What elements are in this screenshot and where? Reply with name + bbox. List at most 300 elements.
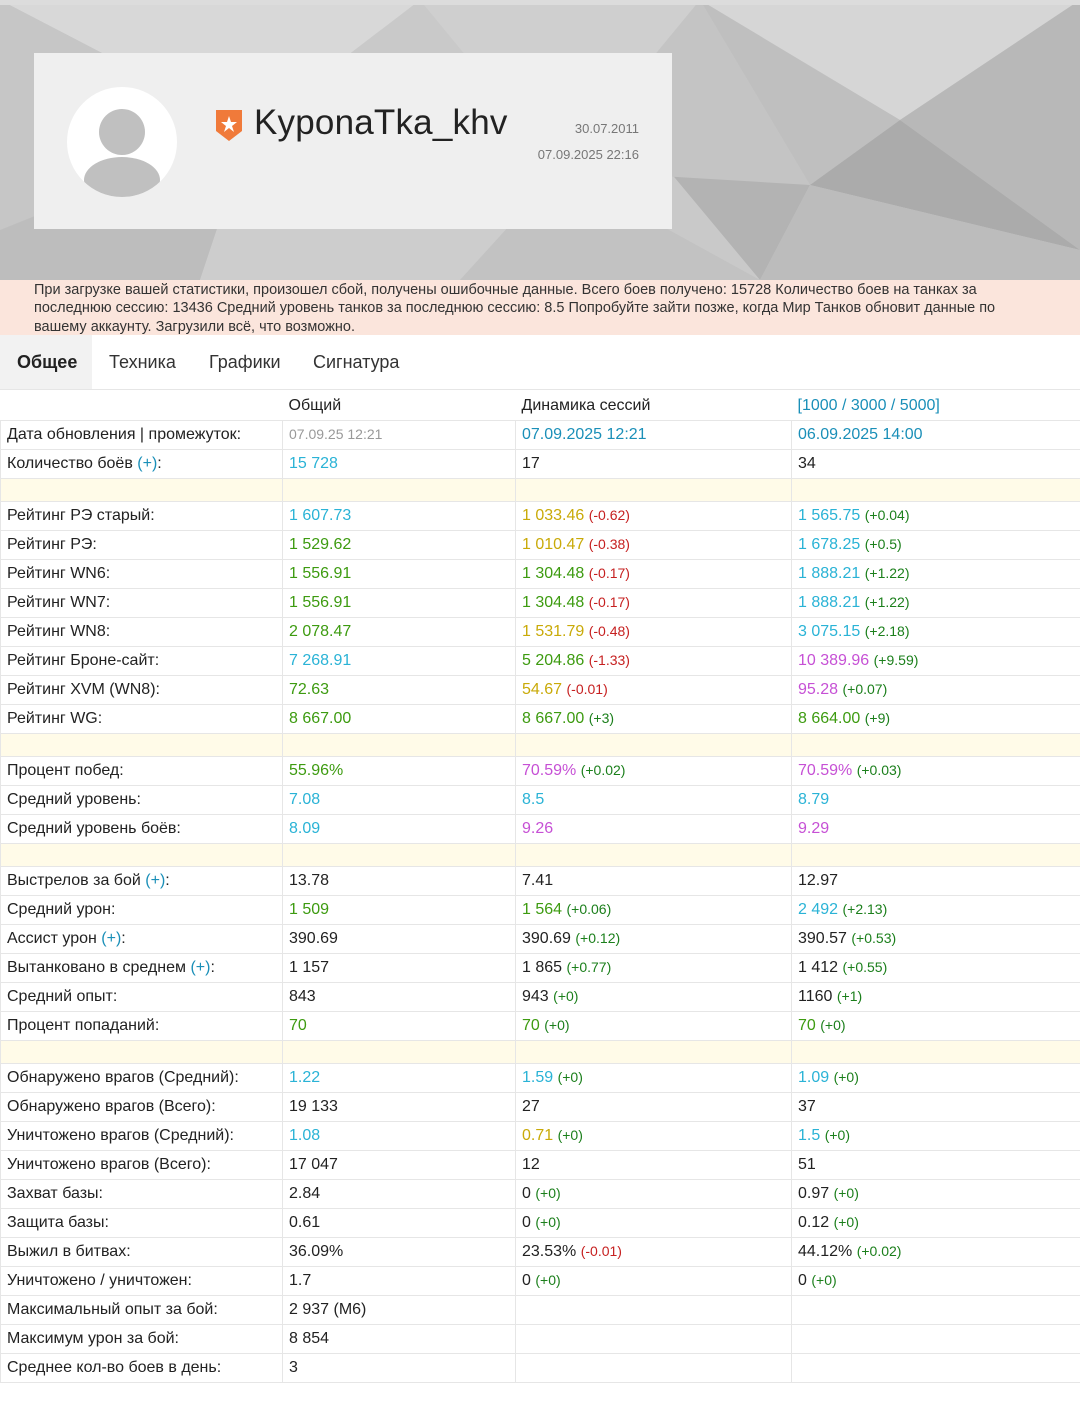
row-label-text: Вытанковано в среднем xyxy=(7,958,186,976)
details-link[interactable]: (+) xyxy=(145,871,166,889)
details-link[interactable]: (+) xyxy=(190,958,211,976)
last-battle-date: 07.09.2025 22:16 xyxy=(537,147,639,162)
row-label-text: Рейтинг РЭ: xyxy=(7,535,97,553)
row-label xyxy=(1,982,283,1011)
period-value-cell xyxy=(792,1092,1080,1121)
table-row xyxy=(1,1295,1080,1324)
stat-value: 8 664.00 xyxy=(798,709,861,727)
stat-delta: (+0) xyxy=(535,1271,561,1288)
stat-value: 2 492 xyxy=(798,900,839,918)
overall-value-cell xyxy=(283,982,516,1011)
session-value-cell xyxy=(516,785,792,814)
row-label xyxy=(1,1266,283,1295)
period-value-cell xyxy=(792,1063,1080,1092)
stat-delta: (+0) xyxy=(557,1126,583,1143)
stat-value: 34 xyxy=(798,454,816,472)
row-label-text: Рейтинг WN7: xyxy=(7,593,111,611)
table-row xyxy=(1,420,1080,449)
period-value-cell xyxy=(792,530,1080,559)
separator-cell xyxy=(516,733,792,756)
stat-value: 06.09.2025 14:00 xyxy=(798,425,923,443)
row-label-text: Обнаружено врагов (Всего): xyxy=(7,1097,216,1115)
period-value-cell xyxy=(792,617,1080,646)
header-label-cell xyxy=(1,390,283,420)
overall-value-cell xyxy=(283,1179,516,1208)
session-value-cell xyxy=(516,449,792,478)
stat-value: 1 529.62 xyxy=(289,535,352,553)
stat-value: 9.29 xyxy=(798,819,830,837)
stat-value: 1 157 xyxy=(289,958,330,976)
session-value-cell xyxy=(516,1011,792,1040)
row-label xyxy=(1,1179,283,1208)
row-label-text: Процент попаданий: xyxy=(7,1016,160,1034)
row-label xyxy=(1,1353,283,1382)
separator-cell xyxy=(1,478,283,501)
stat-delta: (+0) xyxy=(535,1184,561,1201)
stat-value: 1.08 xyxy=(289,1126,321,1144)
period-value-cell xyxy=(792,924,1080,953)
stat-value: 0 xyxy=(522,1184,531,1202)
overall-value-cell xyxy=(283,866,516,895)
overall-value-cell xyxy=(283,559,516,588)
row-label xyxy=(1,530,283,559)
stat-delta: (+0) xyxy=(824,1126,850,1143)
period-value-cell xyxy=(792,756,1080,785)
error-warning-banner: При загрузке вашей статистики, произошел сбой, получены ошибочные данные. Всего боев получено: 15728 Количество боев на танках за последнюю сессию: 13436 Средний уровень танков за последнюю сессию: 8.5 Попробуйте зайти позже, когда Мир Танков обновит данные по вашему аккаунту. Загрузили всё, что возможно. xyxy=(0,280,1080,335)
session-value-cell xyxy=(516,646,792,675)
session-value-cell xyxy=(516,1266,792,1295)
row-label-text: Обнаружено врагов (Средний): xyxy=(7,1068,239,1086)
separator-cell xyxy=(516,478,792,501)
session-value-cell xyxy=(516,1150,792,1179)
stat-value: 1 412 xyxy=(798,958,839,976)
period-value-cell xyxy=(792,1237,1080,1266)
table-row xyxy=(1,704,1080,733)
stat-value: 2 937 (M6) xyxy=(289,1300,367,1318)
period-value-cell xyxy=(792,1295,1080,1324)
separator-cell xyxy=(516,1040,792,1063)
stat-delta: (+0.02) xyxy=(856,1242,902,1259)
stat-delta: (+0.03) xyxy=(856,761,902,778)
stat-delta: (+1.22) xyxy=(864,564,910,581)
table-row xyxy=(1,866,1080,895)
stat-delta: (+0) xyxy=(820,1016,846,1033)
overall-value-cell xyxy=(283,617,516,646)
stats-table xyxy=(0,390,1080,1383)
stat-value: 1160 xyxy=(798,987,833,1005)
table-row xyxy=(1,756,1080,785)
stat-value: 12 xyxy=(522,1155,540,1173)
table-row xyxy=(1,646,1080,675)
stat-value: 943 xyxy=(522,987,549,1005)
table-row xyxy=(1,1011,1080,1040)
overall-value-cell xyxy=(283,1011,516,1040)
stat-value: 70.59% xyxy=(798,761,853,779)
stat-value: 390.57 xyxy=(798,929,847,947)
table-row xyxy=(1,1092,1080,1121)
table-row xyxy=(1,1353,1080,1382)
row-label xyxy=(1,449,283,478)
row-label-text: Средний урон: xyxy=(7,900,116,918)
stat-value: 1 556.91 xyxy=(289,593,352,611)
overall-value-cell xyxy=(283,1266,516,1295)
stat-value: 72.63 xyxy=(289,680,330,698)
period-value-cell xyxy=(792,982,1080,1011)
stat-value: 1.5 xyxy=(798,1126,821,1144)
separator-cell xyxy=(283,843,516,866)
overall-value-cell xyxy=(283,1237,516,1266)
stat-value: 70 xyxy=(522,1016,540,1034)
separator-cell xyxy=(1,1040,283,1063)
stat-value: 0.71 xyxy=(522,1126,554,1144)
table-row xyxy=(1,588,1080,617)
tabs-bar xyxy=(0,335,1080,390)
overall-value-cell xyxy=(283,420,516,449)
table-row xyxy=(1,953,1080,982)
label-suffix: : xyxy=(210,958,215,976)
header-overall: Общий xyxy=(283,390,516,420)
row-label xyxy=(1,1324,283,1353)
overall-value-cell xyxy=(283,756,516,785)
row-label xyxy=(1,704,283,733)
stat-value: 70.59% xyxy=(522,761,577,779)
stat-value: 13.78 xyxy=(289,871,330,889)
period-value-cell xyxy=(792,1353,1080,1382)
period-value-cell xyxy=(792,588,1080,617)
stat-delta: (+9.59) xyxy=(873,651,919,668)
overall-value-cell xyxy=(283,1092,516,1121)
overall-value-cell xyxy=(283,588,516,617)
stat-delta: (-0.38) xyxy=(588,535,630,552)
stat-value: 7 268.91 xyxy=(289,651,352,669)
section-separator xyxy=(1,843,1080,866)
period-value-cell xyxy=(792,785,1080,814)
stat-value: 5 204.86 xyxy=(522,651,585,669)
profile-card xyxy=(34,53,672,229)
stat-value: 07.09.2025 12:21 xyxy=(522,425,647,443)
stat-delta: (+0) xyxy=(833,1068,859,1085)
stat-value: 1 509 xyxy=(289,900,330,918)
overall-value-cell xyxy=(283,675,516,704)
stat-value: 0.12 xyxy=(798,1213,830,1231)
row-label-text: Рейтинг WN8: xyxy=(7,622,111,640)
label-suffix: : xyxy=(157,454,162,472)
stat-value: 0 xyxy=(522,1271,531,1289)
table-row xyxy=(1,1150,1080,1179)
stat-value: 1.09 xyxy=(798,1068,830,1086)
session-value-cell xyxy=(516,924,792,953)
table-row xyxy=(1,1324,1080,1353)
row-label-text: Рейтинг WN6: xyxy=(7,564,111,582)
overall-value-cell xyxy=(283,1353,516,1382)
stat-value: 1 565.75 xyxy=(798,506,861,524)
row-label-text: Захват базы: xyxy=(7,1184,103,1202)
stat-delta: (+0.06) xyxy=(566,900,612,917)
stat-value: 1.22 xyxy=(289,1068,321,1086)
table-row xyxy=(1,1063,1080,1092)
tab-vehicles[interactable]: Техника xyxy=(109,352,176,372)
stat-value: 2.84 xyxy=(289,1184,321,1202)
session-value-cell xyxy=(516,1092,792,1121)
stat-value: 54.67 xyxy=(522,680,563,698)
stat-value: 8.79 xyxy=(798,790,830,808)
section-separator xyxy=(1,733,1080,756)
stat-value: 1 304.48 xyxy=(522,564,585,582)
period-value-cell xyxy=(792,1121,1080,1150)
row-label-text: Максимальный опыт за бой: xyxy=(7,1300,218,1318)
stat-value: 1 531.79 xyxy=(522,622,585,640)
period-value-cell xyxy=(792,1208,1080,1237)
header-period-selector[interactable]: [1000 / 3000 / 5000] xyxy=(792,390,1080,420)
stat-value: 0.97 xyxy=(798,1184,830,1202)
separator-cell xyxy=(1,733,283,756)
overall-value-cell xyxy=(283,814,516,843)
stat-value: 3 075.15 xyxy=(798,622,861,640)
overall-value-cell xyxy=(283,895,516,924)
stat-delta: (+2.13) xyxy=(842,900,888,917)
stat-delta: (+0) xyxy=(833,1213,859,1230)
session-value-cell xyxy=(516,530,792,559)
stat-value: 70 xyxy=(798,1016,816,1034)
stat-delta: (+0.53) xyxy=(851,929,897,946)
table-row xyxy=(1,675,1080,704)
period-value-cell xyxy=(792,501,1080,530)
session-value-cell xyxy=(516,1295,792,1324)
overall-value-cell xyxy=(283,1150,516,1179)
row-label-text: Средний уровень: xyxy=(7,790,141,808)
period-value-cell xyxy=(792,559,1080,588)
row-label-text: Рейтинг XVM (WN8): xyxy=(7,680,160,698)
row-label xyxy=(1,420,283,449)
table-row xyxy=(1,559,1080,588)
section-separator xyxy=(1,478,1080,501)
tab-charts[interactable]: Графики xyxy=(209,352,281,372)
separator-cell xyxy=(792,843,1080,866)
row-label xyxy=(1,1208,283,1237)
session-value-cell xyxy=(516,1237,792,1266)
stat-value: 17 xyxy=(522,454,540,472)
period-value-cell xyxy=(792,646,1080,675)
stat-value: 0 xyxy=(522,1213,531,1231)
session-value-cell xyxy=(516,814,792,843)
row-label xyxy=(1,756,283,785)
overall-value-cell xyxy=(283,1121,516,1150)
table-row xyxy=(1,1237,1080,1266)
header-session-dynamics: Динамика сессий xyxy=(516,390,792,420)
row-label xyxy=(1,1063,283,1092)
label-suffix: : xyxy=(121,929,126,947)
period-value-cell xyxy=(792,814,1080,843)
period-value-cell xyxy=(792,1150,1080,1179)
stat-delta: (+0) xyxy=(557,1068,583,1085)
table-row xyxy=(1,449,1080,478)
table-row xyxy=(1,982,1080,1011)
stat-value: 843 xyxy=(289,987,316,1005)
row-label xyxy=(1,675,283,704)
session-value-cell xyxy=(516,1208,792,1237)
section-separator xyxy=(1,1040,1080,1063)
player-nickname: KyponaTka_khv xyxy=(254,103,508,142)
period-value-cell xyxy=(792,1266,1080,1295)
period-value-cell xyxy=(792,1324,1080,1353)
overall-value-cell xyxy=(283,785,516,814)
row-label-text: Дата обновления | промежуток: xyxy=(7,425,242,443)
stat-value: 70 xyxy=(289,1016,307,1034)
separator-cell xyxy=(516,843,792,866)
table-row xyxy=(1,895,1080,924)
stat-value: 1 010.47 xyxy=(522,535,585,553)
stat-delta: (+0.55) xyxy=(842,958,888,975)
tab-signature[interactable]: Сигнатура xyxy=(313,352,400,372)
stat-delta: (-0.17) xyxy=(588,593,630,610)
row-label xyxy=(1,866,283,895)
period-value-cell xyxy=(792,1011,1080,1040)
stat-value: 8 854 xyxy=(289,1329,330,1347)
row-label-text: Рейтинг WG: xyxy=(7,709,103,727)
tab-general[interactable]: Общее xyxy=(0,335,92,389)
stat-value: 0.61 xyxy=(289,1213,321,1231)
row-label xyxy=(1,1295,283,1324)
session-value-cell xyxy=(516,420,792,449)
row-label-text: Рейтинг Броне-сайт: xyxy=(7,651,160,669)
stat-value: 1 607.73 xyxy=(289,506,352,524)
stat-value: 1.59 xyxy=(522,1068,554,1086)
stat-delta: (+1.22) xyxy=(864,593,910,610)
stat-value: 7.41 xyxy=(522,871,554,889)
period-value-cell xyxy=(792,866,1080,895)
row-label-text: Уничтожено врагов (Средний): xyxy=(7,1126,234,1144)
overall-value-cell xyxy=(283,953,516,982)
separator-cell xyxy=(792,1040,1080,1063)
row-label xyxy=(1,895,283,924)
session-value-cell xyxy=(516,559,792,588)
session-value-cell xyxy=(516,704,792,733)
user-placeholder-icon xyxy=(67,87,177,197)
avatar xyxy=(67,87,177,197)
row-label-text: Средний уровень боёв: xyxy=(7,819,181,837)
session-value-cell xyxy=(516,1324,792,1353)
period-value-cell xyxy=(792,704,1080,733)
stat-delta: (+0.5) xyxy=(864,535,902,552)
row-label xyxy=(1,1011,283,1040)
row-label xyxy=(1,559,283,588)
row-label-text: Средний опыт: xyxy=(7,987,118,1005)
stat-value: 390.69 xyxy=(289,929,338,947)
session-value-cell xyxy=(516,675,792,704)
profile-banner xyxy=(0,0,1080,280)
overall-value-cell xyxy=(283,704,516,733)
separator-cell xyxy=(283,478,516,501)
stat-delta: (+2.18) xyxy=(864,622,910,639)
rank-badge-icon xyxy=(214,107,244,143)
row-label xyxy=(1,953,283,982)
stat-value: 2 078.47 xyxy=(289,622,352,640)
separator-cell xyxy=(1,843,283,866)
stat-delta: (+0.07) xyxy=(842,680,888,697)
stat-value: 1 888.21 xyxy=(798,564,861,582)
table-header-row xyxy=(1,390,1080,420)
stat-delta: (+0) xyxy=(833,1184,859,1201)
stat-value: 36.09% xyxy=(289,1242,344,1260)
row-label-text: Уничтожено / уничтожен: xyxy=(7,1271,192,1289)
row-label-text: Рейтинг РЭ старый: xyxy=(7,506,155,524)
session-value-cell xyxy=(516,1353,792,1382)
table-row xyxy=(1,1208,1080,1237)
stat-value: 95.28 xyxy=(798,680,839,698)
stat-value: 55.96% xyxy=(289,761,344,779)
row-label xyxy=(1,1092,283,1121)
overall-value-cell xyxy=(283,449,516,478)
separator-cell xyxy=(283,1040,516,1063)
row-label-text: Выжил в битвах: xyxy=(7,1242,131,1260)
stat-value: 27 xyxy=(522,1097,540,1115)
period-value-cell xyxy=(792,895,1080,924)
row-label xyxy=(1,617,283,646)
row-label-text: Выстрелов за бой xyxy=(7,871,141,889)
table-row xyxy=(1,1121,1080,1150)
session-value-cell xyxy=(516,501,792,530)
label-suffix: : xyxy=(165,871,170,889)
stat-delta: (+0) xyxy=(553,987,579,1004)
stat-value: 8.5 xyxy=(522,790,545,808)
row-label-text: Ассист урон xyxy=(7,929,97,947)
session-value-cell xyxy=(516,866,792,895)
overall-value-cell xyxy=(283,1324,516,1353)
stat-value: 1 304.48 xyxy=(522,593,585,611)
row-label xyxy=(1,785,283,814)
row-label xyxy=(1,588,283,617)
stat-delta: (-0.62) xyxy=(588,506,630,523)
table-row xyxy=(1,785,1080,814)
stat-value: 8.09 xyxy=(289,819,321,837)
stat-value: 8 667.00 xyxy=(289,709,352,727)
period-value-cell xyxy=(792,675,1080,704)
stat-delta: (+0.02) xyxy=(580,761,626,778)
stat-delta: (-0.01) xyxy=(566,680,608,697)
stat-value: 1 556.91 xyxy=(289,564,352,582)
stat-value: 51 xyxy=(798,1155,816,1173)
stat-delta: (-0.01) xyxy=(580,1242,622,1259)
overall-value-cell xyxy=(283,530,516,559)
overall-value-cell xyxy=(283,924,516,953)
row-label xyxy=(1,1237,283,1266)
stat-value: 1 888.21 xyxy=(798,593,861,611)
row-label xyxy=(1,1150,283,1179)
session-value-cell xyxy=(516,588,792,617)
table-row xyxy=(1,924,1080,953)
stat-delta: (+1) xyxy=(836,987,863,1004)
details-link[interactable]: (+) xyxy=(137,454,158,472)
stat-value: 44.12% xyxy=(798,1242,853,1260)
row-label-text: Уничтожено врагов (Всего): xyxy=(7,1155,211,1173)
details-link[interactable]: (+) xyxy=(101,929,122,947)
stat-delta: (+0) xyxy=(535,1213,561,1230)
stat-delta: (+0.77) xyxy=(566,958,612,975)
stat-value: 7.08 xyxy=(289,790,321,808)
table-row xyxy=(1,617,1080,646)
overall-value-cell xyxy=(283,646,516,675)
period-value-cell xyxy=(792,1179,1080,1208)
row-label-text: Процент побед: xyxy=(7,761,124,779)
row-label xyxy=(1,1121,283,1150)
row-label xyxy=(1,501,283,530)
row-label-text: Количество боёв xyxy=(7,454,133,472)
stat-delta: (+9) xyxy=(864,709,891,726)
stat-value: 37 xyxy=(798,1097,816,1115)
session-value-cell xyxy=(516,1121,792,1150)
session-value-cell xyxy=(516,953,792,982)
session-value-cell xyxy=(516,895,792,924)
